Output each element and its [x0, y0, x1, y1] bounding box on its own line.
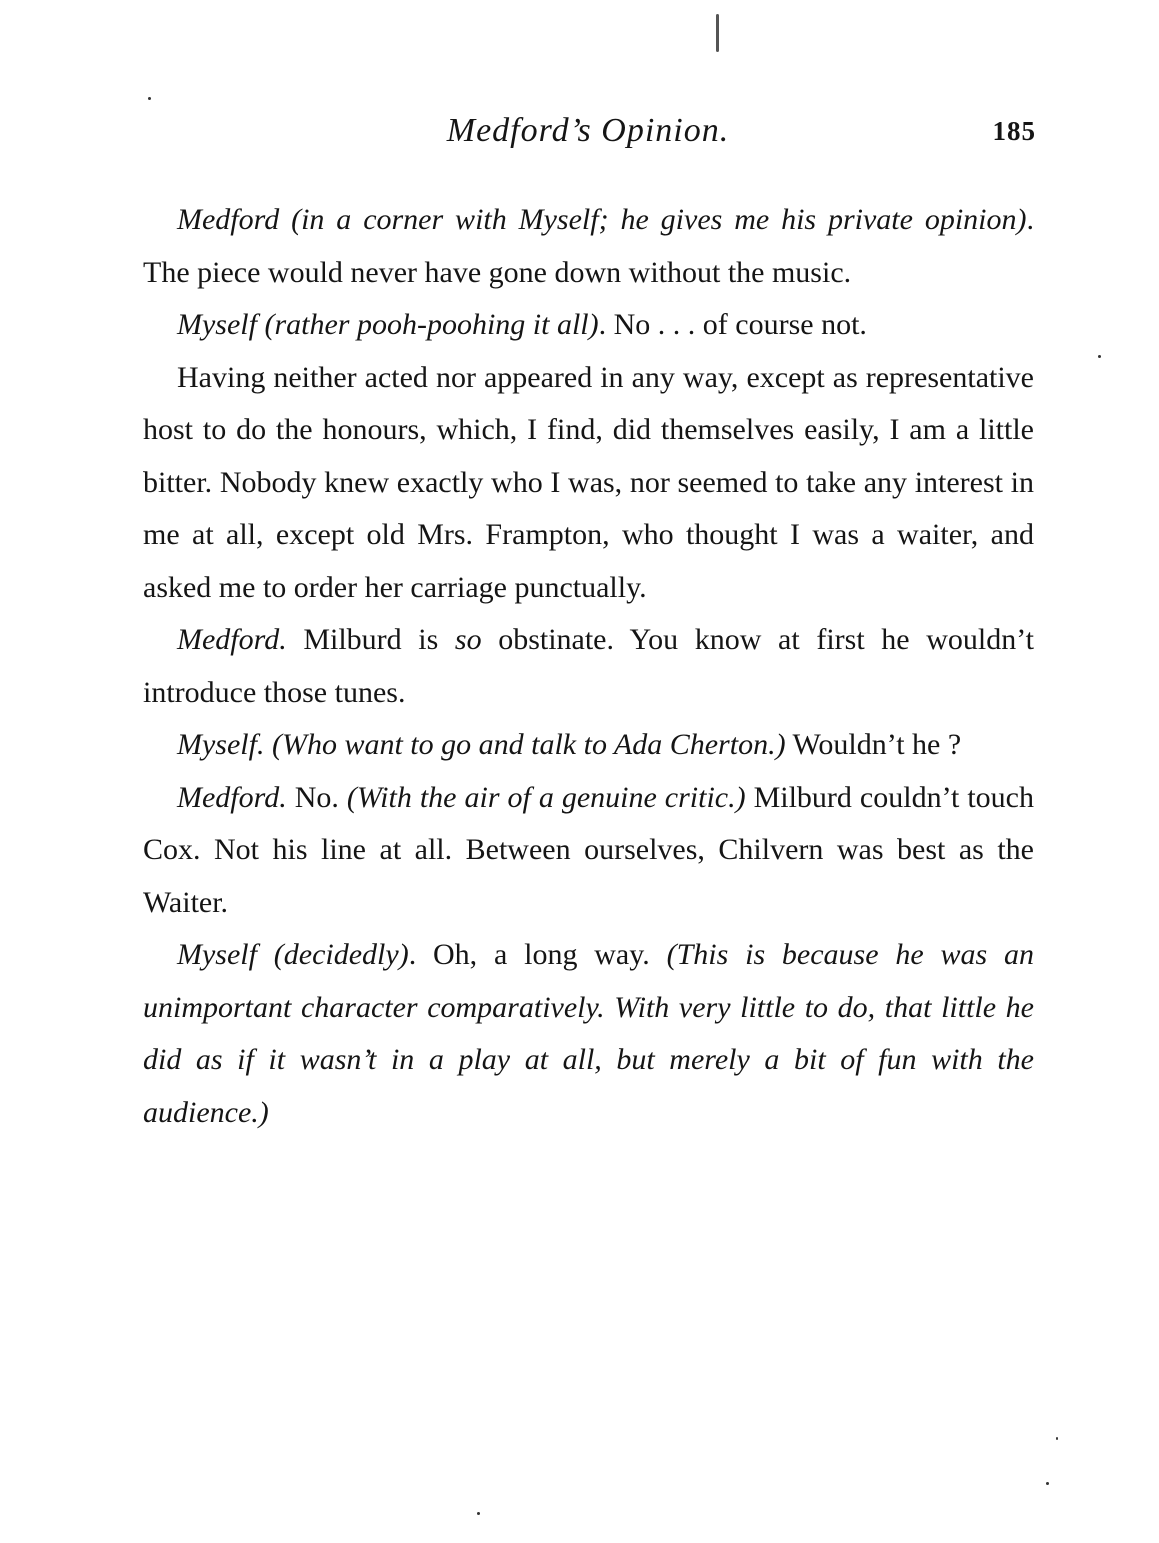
dialogue-text: Milburd is	[286, 623, 455, 656]
speaker-name: Medford	[177, 203, 280, 236]
speaker-name: Myself.	[177, 728, 265, 761]
speaker-name: Myself	[177, 938, 257, 971]
paragraph	[143, 929, 1034, 1139]
paragraph	[143, 614, 1034, 719]
dialogue-text: Wouldn’t he ?	[785, 728, 962, 761]
paragraph	[143, 719, 1034, 772]
body-text	[143, 194, 1034, 1139]
ink-speck	[148, 97, 151, 100]
dialogue-text: . The piece would never have gone down without the music.	[143, 203, 1034, 289]
emphasis: so	[454, 623, 482, 656]
speaker-name: Medford.	[177, 623, 287, 656]
aside-text: (This is because he was an unimportant character comparatively. With very little to do, that little he did as if it wasn’t in a play at all, but merely a bit of fun with the audience.)	[143, 938, 1034, 1129]
ink-speck	[1056, 1437, 1058, 1440]
ink-speck	[1098, 355, 1101, 358]
speaker-name: Medford.	[177, 780, 287, 814]
dialogue-text: . Oh, a long way.	[408, 938, 667, 971]
dialogue-text: . No . . . of course not.	[598, 308, 867, 341]
page-number: 185	[992, 116, 1036, 146]
ink-speck	[716, 14, 719, 52]
stage-direction: (decidedly)	[256, 938, 409, 971]
ink-speck	[477, 1512, 480, 1515]
running-title: Medford’s Opinion.	[446, 112, 730, 149]
speaker-name: Myself	[177, 308, 257, 341]
dialogue-text: Milburd couldn’t touch Cox. Not his line at all. Between ourselves, Chilvern was best as the Waiter.	[143, 780, 1034, 919]
paragraph	[143, 352, 1034, 615]
paragraph	[143, 772, 1034, 930]
paragraph	[143, 194, 1034, 299]
ink-speck	[1046, 1482, 1049, 1485]
narrative-text: Having neither acted nor appeared in any way, except as representative host to do the honours, which, I find, did themselves easily, I am a little bitter. Nobody knew exactly who I was, nor seemed to take any interest in me at all, except old Mrs. Frampton, who thought I was a waiter, and asked me to order her carriage punctually.	[143, 360, 1034, 604]
stage-direction: (rather pooh-poohing it all)	[256, 308, 599, 341]
stage-direction: (Who want to go and talk to Ada Cherton.)	[264, 728, 786, 761]
stage-direction: (in a corner with Myself; he gives me his private opinion)	[279, 203, 1027, 236]
paragraph	[143, 299, 1034, 352]
stage-direction: (With the air of a genuine critic.)	[346, 780, 746, 814]
dialogue-text: No.	[286, 780, 347, 814]
dialogue-text: obstinate. You know at first he wouldn’t introduce those tunes.	[143, 623, 1034, 709]
running-head	[140, 112, 1036, 162]
